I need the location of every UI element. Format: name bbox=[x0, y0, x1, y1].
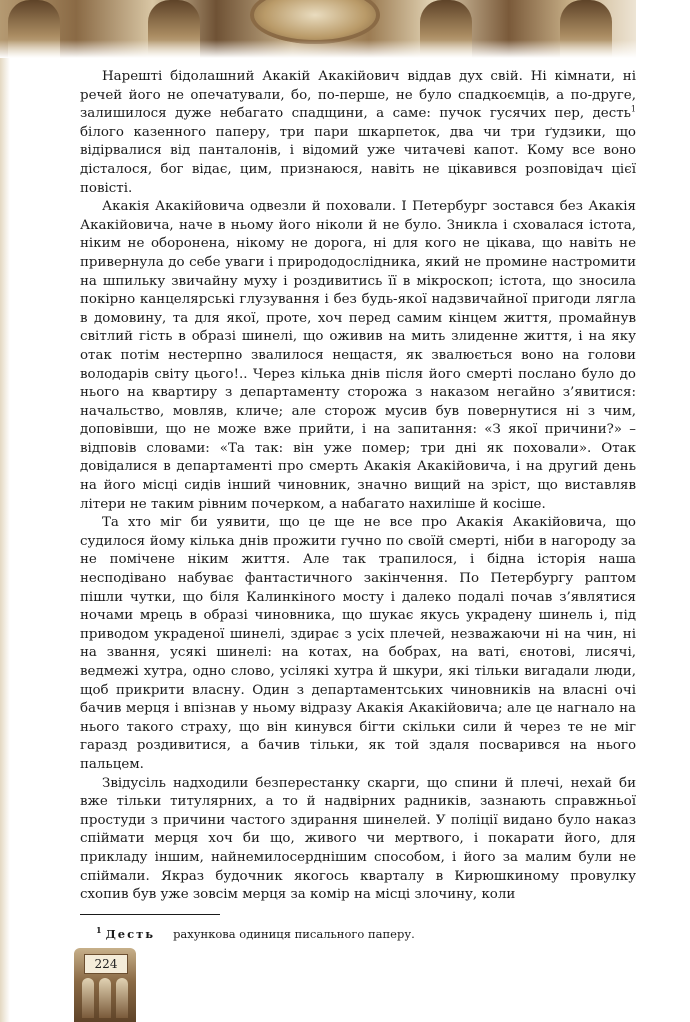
paragraph-3: Та хто міг би уявити, що це ще не все про Акакія Акакійовича, що судилося йому кілька днів прожити гучно по своїй смерті, ніби в нагороду за не помічене ніким життя. Але так трапилося, і бідна історія наша несподівано набуває фантастичного закінчення. По Петербургу раптом пішли чутки, що біля Калинкіного мосту і далеко подалі почав з’являтися ночами мрець в образі чиновника, що шукає якусь украдену шинель і, під приводом украденої шинелі, здирає з усіх плечей, незважаючи ні на чин, ні на звання, усякі шинелі: на котах, на бобрах, на ваті, єнотові, лисячі, ведмежі хутра, одно слово, усілякі хутра й шкури, які тільки вигадали люди, щоб прикрити власну. Один з департаментських чиновників на власні очі бачив мерця і впізнав у ньому відразу Акакія Акакійовича; але це нагнало на нього такого страху, що він кинувся бігти скільки сили й через те не міг гаразд роздивитися, а бачив тільки, як той здаля посварився на нього пальцем. bbox=[80, 515, 636, 772]
paragraph-1-text-after-note: білого казенного паперу, три пари шкарпеток, два чи три ґудзики, що відірвалися від панталонів, і відомий уже читачеві капот. Кому все воно дісталося, бог відає, цим, признаюся, навіть не цікавився розповідач цієї повісті. bbox=[80, 124, 636, 196]
footnote-term: Десть bbox=[105, 926, 156, 941]
pillar-ornament-image bbox=[82, 978, 94, 1018]
footnote-mark: 1 bbox=[96, 925, 102, 935]
statue-figure-image bbox=[560, 0, 612, 58]
pillar-ornament-image bbox=[116, 978, 128, 1018]
pillar-ornament-image bbox=[99, 978, 111, 1018]
page-number: 224 bbox=[84, 954, 128, 974]
footnote bbox=[96, 922, 415, 942]
header-ornament-banner bbox=[0, 0, 636, 58]
page-edge-shading bbox=[0, 58, 10, 1022]
page-number-badge bbox=[74, 948, 136, 1022]
statue-figure-image bbox=[148, 0, 200, 58]
statue-figure-image bbox=[420, 0, 472, 58]
paragraph-2: Акакія Акакійовича одвезли й поховали. І Петербург зостався без Акакія Акакійовича, наче в ньому його ніколи й не було. Зникла і сховалася істота, ніким не оборонена, нікому не дорога, ні для кого не цікава, що навіть не привернула до себе уваги і природодослідника, який не промине настромити на шпильку звичайну муху і роздивитись її в мікроскоп; істота, що зносила покірно канцелярські глузування і без будь-якої надзвичайної пригоди лягла в домовину, та для якої, проте, хоч перед самим кінцем життя, промайнув світлий гість в образі шинелі, що оживив на мить злиденне життя, і на яку отак потім нестерпно звалилося нещастя, як звалюється воно на голови володарів світу цього!.. Через кілька днів після його смерті послано було до нього на квартиру з департаменту сторожа з наказом негайно з’явитися: начальство, мовляв, кличе; але сторож мусив був повернутися ні з чим, доповівши, що не може вже прийти, і на запитання: «З якої причини?» – відповів словами: «Та так: він уже помер; три дні як поховали». Отак довідалися в департаменті про смерть Акакія Акакійовича, і на другий день на його місці сидів інший чиновник, значно вищий на зріст, що виставляв літери не таким рівним почерком, а набагато нахиліше й косіше. bbox=[80, 199, 636, 512]
footnote-divider bbox=[80, 914, 220, 915]
footnote-reference-mark[interactable]: 1 bbox=[630, 104, 636, 114]
footnote-definition: рахункова одиниця писального паперу. bbox=[173, 926, 415, 941]
medallion-ornament-image bbox=[250, 0, 380, 44]
body-text bbox=[80, 68, 636, 905]
paragraph-4: Звідусіль надходили безперестанку скарги, що спини й плечі, нехай би вже тільки титулярних, а то й надвірних радників, зазнають справжньої простуди з причини частого здирання шинелей. У поліції видано було наказ спіймати мерця хоч би що, живого чи мертвого, і покарати його, для прикладу іншим, найнемилосерднішим способом, і його за малим були не спіймали. Якраз будочник якогось кварталу в Кирюшкиному провулку схопив був уже зовсім мерця за комір на місці злочину, коли bbox=[80, 775, 636, 903]
statue-figure-image bbox=[8, 0, 60, 58]
paragraph-1 bbox=[80, 68, 636, 198]
paragraph-1-text-before-note: Нарешті бідолашний Акакій Акакійович віддав дух свій. Ні кімнати, ні речей його не опечатували, бо, по-перше, не було спадкоємців, а по-друге, залишилося дуже небагато спадщини, а саме: пучок гусячих пер, десть bbox=[80, 69, 636, 122]
